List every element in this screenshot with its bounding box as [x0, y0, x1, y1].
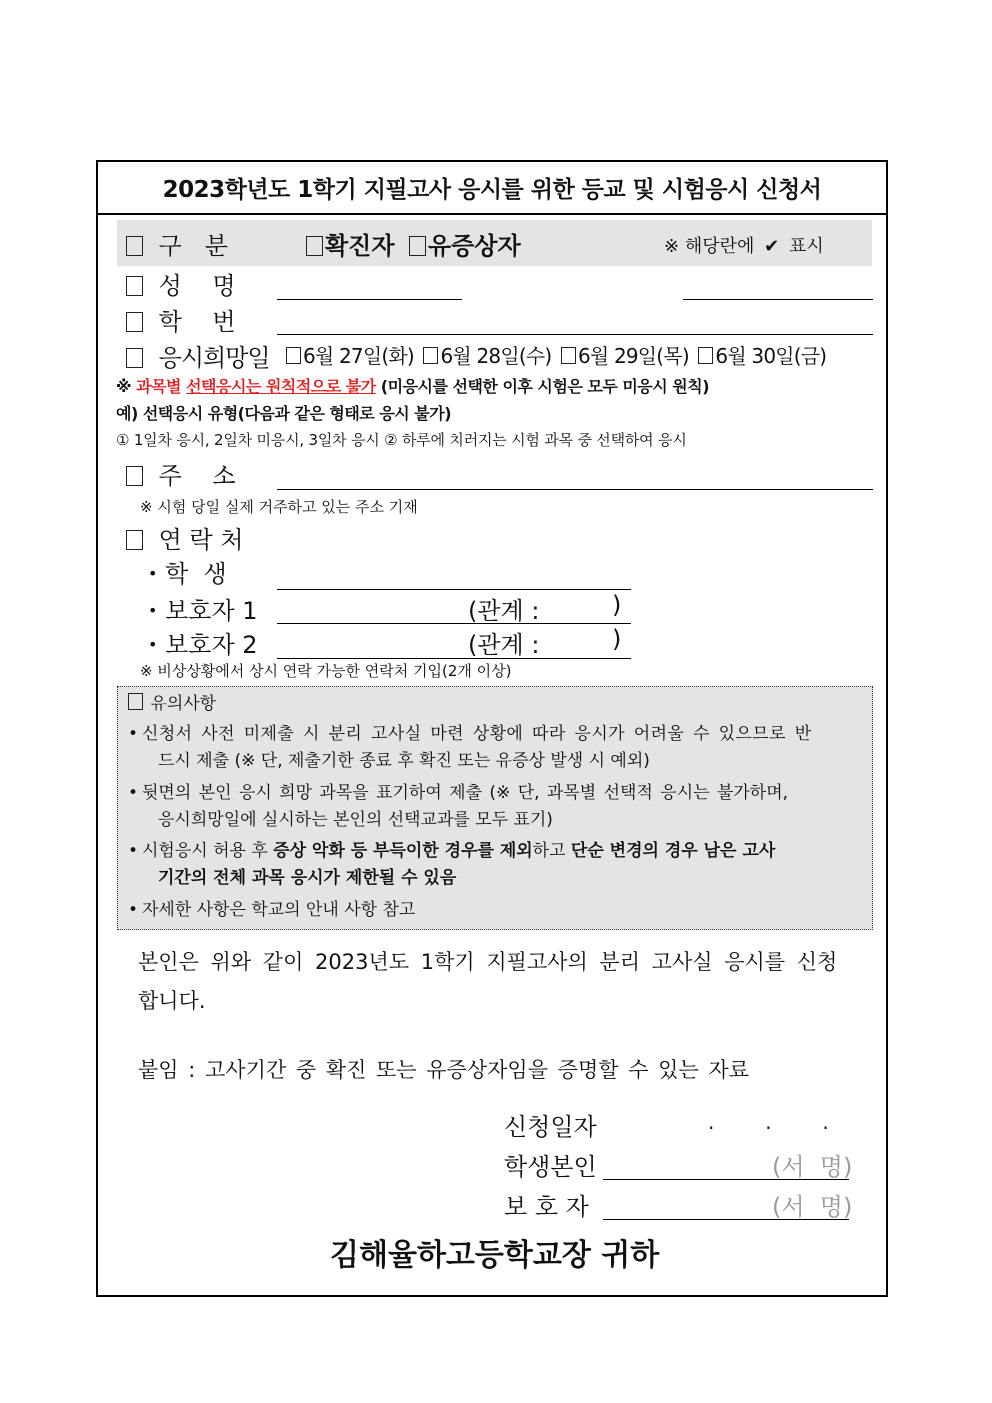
declaration-line-2: 합니다. — [138, 989, 206, 1013]
selective-notice: ※ 과목별 선택응시는 원칙적으로 불가 (미응시를 선택한 이후 시험은 모두 미응시 원칙) — [116, 377, 710, 396]
guardian2-label: 보호자 2 — [165, 631, 258, 659]
cautions-heading: 유의사항 — [128, 691, 216, 718]
guardian1-label: 보호자 1 — [165, 597, 258, 625]
date-label: 신청일자 — [504, 1113, 597, 1141]
date-checkbox-27[interactable] — [286, 347, 301, 364]
name-checkbox[interactable] — [126, 276, 143, 296]
address-input-line[interactable] — [277, 489, 873, 490]
student-signature-line[interactable] — [603, 1179, 849, 1180]
name-row — [126, 266, 236, 301]
category-checkbox[interactable] — [126, 236, 143, 256]
guardian2-phone-input-line[interactable] — [277, 658, 631, 659]
student-number-row — [126, 302, 236, 337]
cautions-box — [117, 686, 873, 930]
name-input-line[interactable] — [277, 299, 462, 300]
caution-item-4: • 자세한 사항은 학교의 안내 사항 참고 — [128, 900, 416, 920]
confirmed-checkbox[interactable] — [306, 236, 323, 256]
student-number-input-line[interactable] — [277, 334, 873, 335]
contact-guardian2-row: • 보호자 2 — [148, 631, 258, 659]
date-field[interactable]: . . . — [708, 1110, 829, 1134]
student-signature-label: 학생본인 — [504, 1153, 597, 1181]
contact-label: 연 락 처 — [158, 526, 244, 554]
addressee: 김해율하고등학교장 귀하 — [330, 1238, 660, 1273]
name-label: 성 명 — [158, 272, 236, 300]
guardian-signature-label: 보 호 자 — [504, 1193, 589, 1221]
example-heading: 예) 선택응시 유형(다음과 같은 형태로 응시 불가) — [116, 404, 452, 423]
contact-checkbox[interactable] — [126, 530, 143, 550]
date-checkbox-29[interactable] — [561, 347, 576, 364]
caution-item-3-cont: 기간의 전체 과목 응시가 제한될 수 있음 — [158, 868, 457, 888]
example-cases: ① 1일차 응시, 2일차 미응시, 3일차 응시 ② 하루에 치러지는 시험 과목 중 선택하여 응시 — [116, 431, 687, 449]
category-hint: ※ 해당란에 ✔ 표시 — [664, 236, 824, 257]
caution-item-3: • 시험응시 허용 후 증상 악화 등 부득이한 경우를 제외하고 단순 변경의 경우 남은 고사 — [128, 841, 776, 861]
check-mark-icon: ✔ — [764, 236, 780, 257]
contact-row — [126, 520, 243, 555]
caution-item-1-cont: 드시 제출 (※ 단, 제출기한 종료 후 확진 또는 유증상 발생 시 예외) — [158, 751, 650, 771]
symptomatic-checkbox[interactable] — [409, 236, 426, 256]
caution-item-2: • 뒷면의 본인 응시 희망 과목을 표기하여 제출 (※ 단, 과목별 선택적 응시는 불가하며, — [128, 783, 789, 803]
guardian2-relation[interactable]: (관계 : — [468, 631, 540, 659]
address-row — [126, 456, 236, 491]
cautions-checkbox-icon — [128, 693, 143, 710]
date-checkbox-28[interactable] — [423, 347, 438, 364]
confirmed-option-label: 확진자 — [325, 232, 395, 260]
date-options: 6월 27일(화) 6월 28일(수) 6월 29일(목) 6월 30일(금) — [286, 340, 826, 369]
student-number-checkbox[interactable] — [126, 312, 143, 332]
contact-guardian1-row: • 보호자 1 — [148, 597, 258, 625]
declaration-line-1: 본인은 위와 같이 2023년도 1학기 지필고사의 분리 고사실 응시를 신청 — [138, 950, 838, 974]
dates-row — [126, 338, 270, 373]
student-sign-hint: (서 명) — [772, 1153, 853, 1181]
guardian-signature-line[interactable] — [603, 1219, 849, 1220]
contact-student-label: 학 생 — [165, 560, 227, 588]
name-input-line-right[interactable] — [683, 299, 873, 300]
student-number-label: 학 번 — [158, 308, 236, 336]
application-form: 2023학년도 1학기 지필고사 응시를 위한 등교 및 시험응시 신청서 구 분 확진자 유증상자 ※ 해당란에 ✔ 표시 성 명 학 번 응시희망일 6월 27일(화) 6월 28일(수) 6월 29일(목) 6월 30일(금) ※ 과목별 선택응시는 원칙적으로 불가 (미응시를 선택한 이후 시험은 모두 미응시 원칙) 예) 선택응시 유형(다음과 같은 형태로 응시 불가) ① 1일차 응시, 2일차 미응시, 3일차 응시 ② 하루에 치러지는 시험 과목 중 선택하여 응시 주 소 ※ 시험 당일 실제 거주하고 있는 주소 기재 연 락 처 • 학 생 • 보호자 1 (관계 : ) • 보호자 2 (관계 : ) ※ 비상상황에서 상시 연락 가능한 연락처 기입(2개 이상) 유의사항 • 신청서 사전 미제출 시 분리 고사실 마련 상황에 따라 응시가 어려울 수 있으므로 반 드시 제출 (※ 단, 제출기한 종료 후 확진 또는 유증상 발생 시 예외) • 뒷면의 본인 응시 희망 과목을 표기하여 제출 (※ 단, 과목별 선택적 응시는 불가하며, 응시희망일에 실시하는 본인의 선택교과를 모두 표기) • 시험응시 허용 후 증상 악화 등 부득이한 경우를 제외하고 단순 변경의 경우 남은 고사 기간의 전체 과목 응시가 제한될 수 있음 • 자세한 사항은 학교의 안내 사항 참고 본인은 위와 같이 2023년도 1학기 지필고사의 분리 고사실 응시를 신청 합니다. 붙임 : 고사기간 중 확진 또는 유증상자임을 증명할 수 있는 자료 신청일자 . . . 학생본인 (서 명) 보 호 자 (서 명) 김해율하고등학교장 귀하 — [96, 160, 888, 1297]
contact-student-row: • 학 생 — [148, 560, 227, 588]
dates-checkbox[interactable] — [126, 348, 143, 368]
contact-note: ※ 비상상황에서 상시 연락 가능한 연락처 기입(2개 이상) — [140, 662, 512, 680]
address-checkbox[interactable] — [126, 466, 143, 486]
date-checkbox-30[interactable] — [698, 347, 713, 364]
guardian-sign-hint: (서 명) — [772, 1193, 853, 1221]
caution-item-1: • 신청서 사전 미제출 시 분리 고사실 마련 상황에 따라 응시가 어려울 수 있으므로 반 — [128, 724, 812, 744]
caution-item-2-cont: 응시희망일에 실시하는 본인의 선택교과를 모두 표기) — [158, 810, 553, 830]
guardian1-phone-input-line[interactable] — [277, 623, 631, 624]
category-options — [306, 226, 521, 261]
symptomatic-option-label: 유증상자 — [427, 232, 521, 260]
category-row — [126, 226, 228, 261]
student-phone-input-line[interactable] — [277, 589, 631, 590]
address-note: ※ 시험 당일 실제 거주하고 있는 주소 기재 — [140, 498, 418, 516]
form-title: 2023학년도 1학기 지필고사 응시를 위한 등교 및 시험응시 신청서 — [98, 162, 886, 215]
dates-label: 응시희망일 — [158, 344, 270, 372]
address-label: 주 소 — [158, 462, 236, 490]
guardian1-relation[interactable]: (관계 : — [468, 597, 540, 625]
category-label: 구 분 — [158, 232, 228, 260]
attachment-note: 붙임 : 고사기간 중 확진 또는 유증상자임을 증명할 수 있는 자료 — [138, 1058, 749, 1082]
